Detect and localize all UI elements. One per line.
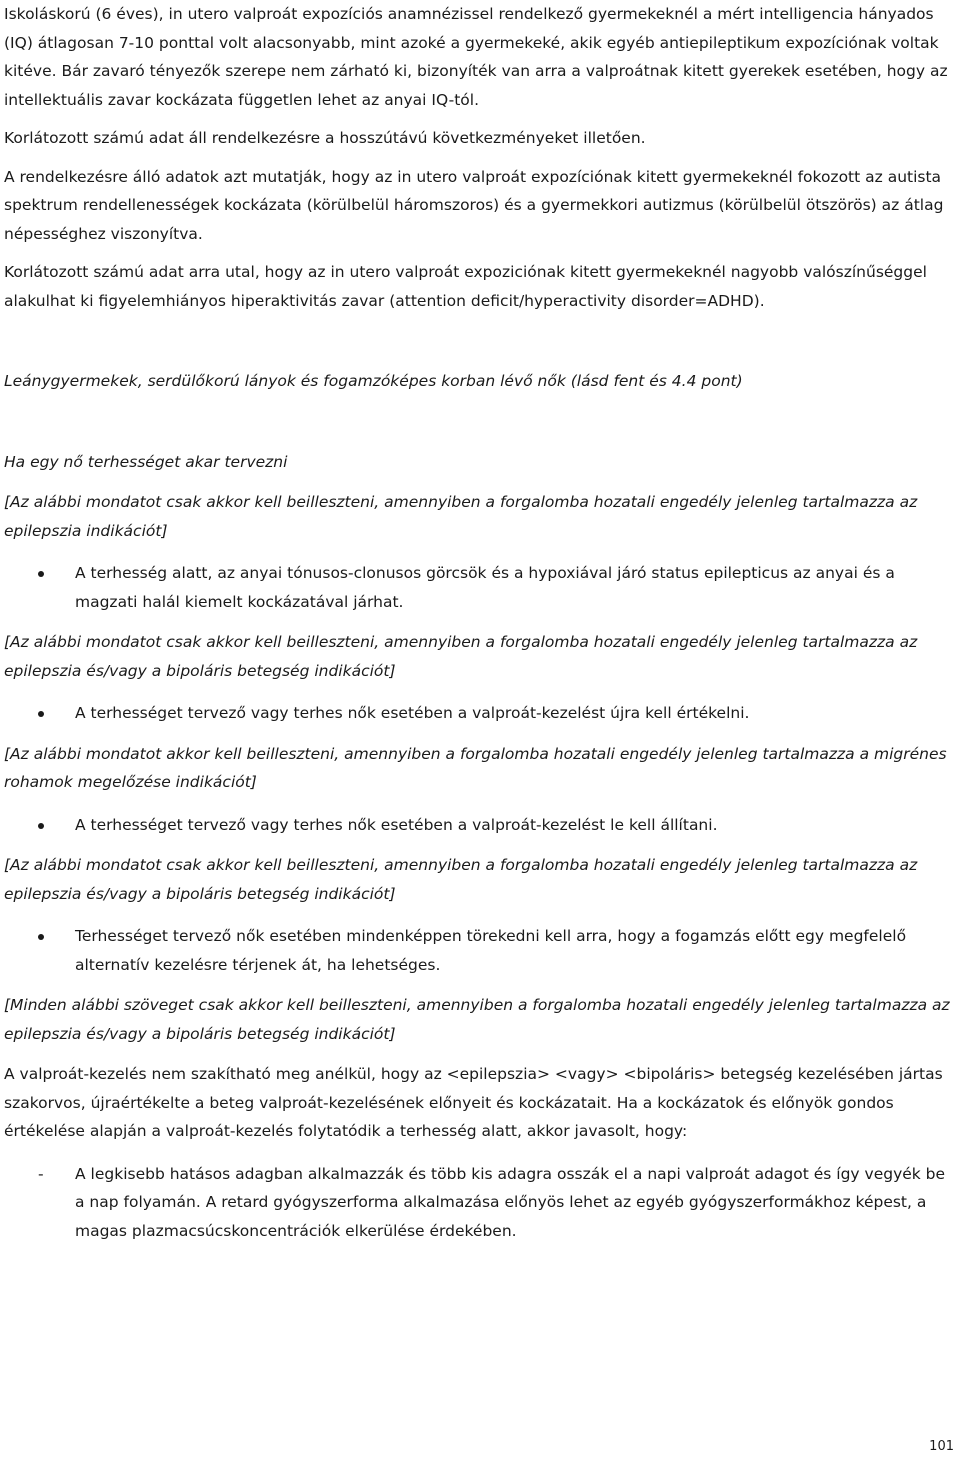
bullet-item	[4, 811, 954, 840]
indication-note-final: [Minden alábbi szöveget csak akkor kell beilleszteni, amennyiben a forgalomba hozatali engedély jelenleg tartalmazza az epilepszia és/vagy a bipoláris betegség indikációt]	[4, 996, 950, 1043]
paragraph-continuation: A valproát-kezelés nem szakítható meg anélkül, hogy az <epilepszia> <vagy> <bipoláris> betegség kezelésében jártas szakorvos, újraértékelte a beteg valproát-kezelésének előnyeit és kockázatait. Ha a kockázatok és előnyök gondos értékelése alapján a valproát-kezelés folytatódik a terhesség alatt, akkor javasolt, hogy:	[4, 1065, 943, 1140]
dash-marker: -	[38, 1164, 44, 1183]
bullet-list	[4, 699, 954, 728]
bullet-item	[4, 922, 954, 979]
indication-note: [Az alábbi mondatot csak akkor kell beilleszteni, amennyiben a forgalomba hozatali engedély jelenleg tartalmazza az epilepszia indikációt]	[4, 493, 918, 540]
bullet-icon	[38, 823, 44, 829]
indication-note: [Az alábbi mondatot akkor kell beilleszteni, amennyiben a forgalomba hozatali engedély jelenleg tartalmazza a migrénes rohamok megelőzése indikációt]	[4, 744, 947, 791]
bullet-list	[4, 811, 954, 840]
page-number: 101	[929, 1439, 954, 1454]
paragraph-adhd: Korlátozott számú adat arra utal, hogy az in utero valproát expoziciónak kitett gyermekeknél nagyobb valószínűséggel alakulhat ki figyelemhiányos hiperaktivitás zavar (attention deficit/hyperactivity disorder=ADHD).	[4, 263, 927, 310]
heading-women: Leánygyermekek, serdülőkorú lányok és fogamzóképes korban lévő nők (lásd fent és 4.4 pont)	[4, 372, 743, 390]
bullet-text: Terhességet tervező nők esetében mindenképpen törekedni kell arra, hogy a fogamzás előtt egy megfelelő alternatív kezelésre térjenek át, ha lehetséges.	[75, 927, 907, 974]
bullet-icon	[38, 571, 44, 577]
bullet-icon	[38, 934, 44, 940]
bullet-text: A terhességet tervező vagy terhes nők esetében a valproát-kezelést újra kell értékelni.	[75, 704, 750, 722]
paragraph-autism: A rendelkezésre álló adatok azt mutatják, hogy az in utero valproát expozíciónak kitett gyermekeknél fokozott az autista spektrum rendellenességek kockázata (körülbelül háromszoros) és a gyermekkori autizmus (körülbelül ötszörös) az átlag népességhez viszonyítva.	[4, 167, 944, 243]
heading-pregnancy-part1: Ha egy nő terhességet	[4, 452, 181, 471]
paragraph-iq: Iskoláskorú (6 éves), in utero valproát expozíciós anamnézissel rendelkező gyermekeknél a mért intelligencia hányados (IQ) átlagosan 7-10 ponttal volt alacsonyabb, mint azoké a gyermekeké, akik egyéb antiepileptikum expozíciónak voltak kitéve. Bár zavaró tényezők szerepe nem zárható ki, bizonyíték van arra a valproátnak kitett gyerekek esetében, hogy az intellektuális zavar kockázata független lehet az anyai IQ-tól.	[4, 5, 948, 109]
bullet-text: A terhességet tervező vagy terhes nők esetében a valproát-kezelést le kell állítani.	[75, 815, 718, 834]
bullet-list	[4, 922, 954, 979]
bullet-icon	[38, 711, 44, 717]
heading-pregnancy-part2: akar tervezni	[180, 452, 288, 471]
document-page	[4, 0, 954, 1245]
indication-note: [Az alábbi mondatot csak akkor kell beilleszteni, amennyiben a forgalomba hozatali engedély jelenleg tartalmazza az epilepszia és/vagy a bipoláris betegség indikációt]	[4, 633, 918, 680]
dash-item	[4, 1160, 954, 1246]
paragraph-long-term: Korlátozott számú adat áll rendelkezésre a hosszútávú következményeket illetően.	[4, 129, 646, 147]
bullet-list	[4, 559, 954, 616]
bullet-item	[4, 699, 954, 728]
dash-text: A legkisebb hatásos adagban alkalmazzák és több kis adagra osszák el a napi valproát adagot és így vegyék be a nap folyamán. A retard gyógyszerforma alkalmazása előnyös lehet az egyéb gyógyszerformákhoz képest, a magas plazmacsúcskoncentrációk elkerülése érdekében.	[75, 1164, 946, 1240]
bullet-text: A terhesség alatt, az anyai tónusos-clonusos görcsök és a hypoxiával járó status epilepticus az anyai és a magzati halál kiemelt kockázatával járhat.	[75, 564, 895, 611]
bullet-item	[4, 559, 954, 616]
dash-list	[4, 1160, 954, 1246]
heading-pregnancy-planning	[4, 448, 954, 477]
indication-note: [Az alábbi mondatot csak akkor kell beilleszteni, amennyiben a forgalomba hozatali engedély jelenleg tartalmazza az epilepszia és/vagy a bipoláris betegség indikációt]	[4, 856, 918, 903]
